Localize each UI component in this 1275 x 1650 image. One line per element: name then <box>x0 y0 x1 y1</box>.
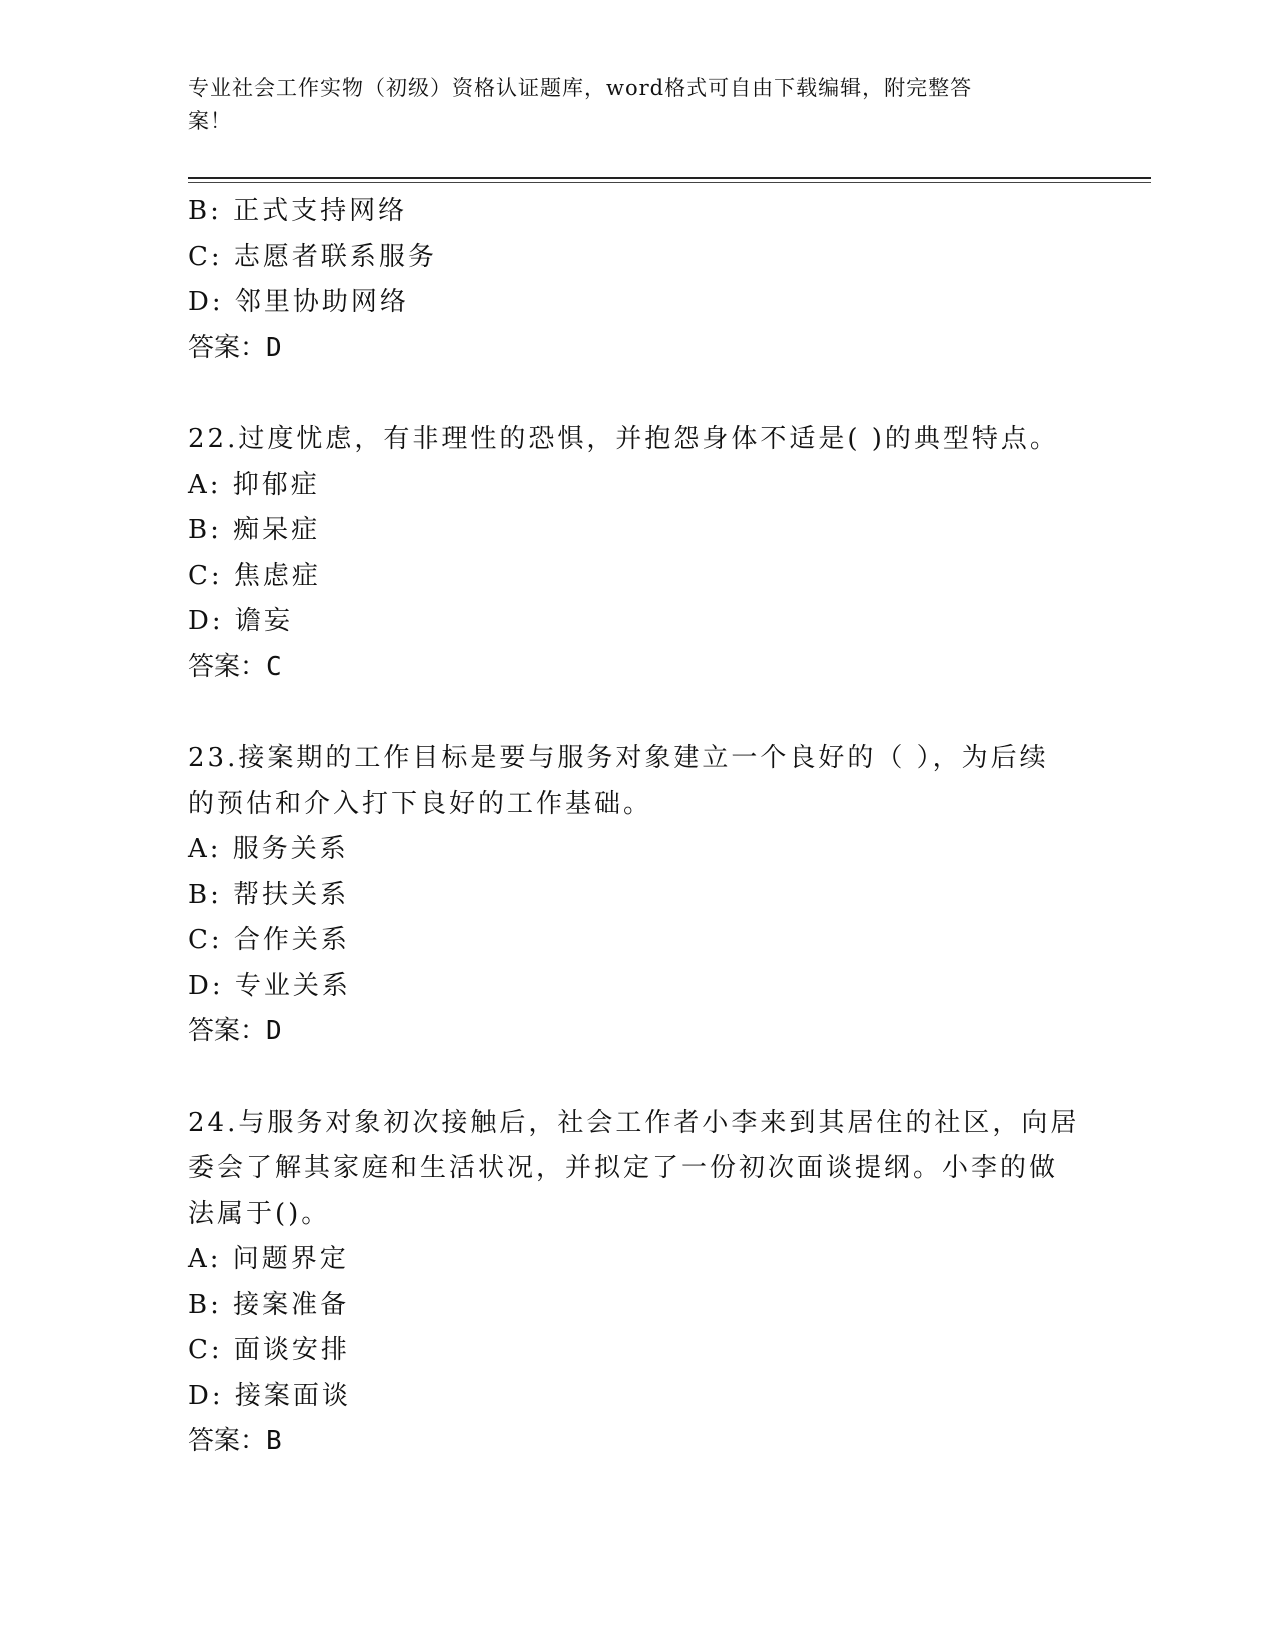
option-c: C: 面谈安排 <box>188 1335 350 1365</box>
option-a: A: 问题界定 <box>188 1244 349 1274</box>
option-c: C: 志愿者联系服务 <box>188 241 437 272</box>
option-c: C: 合作关系 <box>188 925 350 955</box>
question-21-continued <box>188 189 1088 371</box>
question-list <box>188 189 1088 1465</box>
option-d: D: 谵妄 <box>188 606 293 636</box>
option-b: B: 正式支持网络 <box>188 196 408 226</box>
question-23 <box>188 736 1088 1055</box>
answer-line: 答案：D <box>188 1016 282 1046</box>
question-stem: 23.接案期的工作目标是要与服务对象建立一个良好的（ ），为后续 <box>188 743 1049 773</box>
option-c: C: 焦虑症 <box>188 560 321 591</box>
header-divider-thin <box>188 182 1151 183</box>
option-d: D: 邻里协助网络 <box>188 287 409 317</box>
option-a: A: 抑郁症 <box>188 469 320 500</box>
question-22 <box>188 417 1088 690</box>
question-gap <box>188 1055 1088 1101</box>
answer-line: 答案：C <box>188 651 282 682</box>
answer-line: 答案：D <box>188 332 282 363</box>
question-stem-continued: 法属于()。 <box>188 1198 331 1229</box>
option-b: B: 接案准备 <box>188 1289 350 1320</box>
option-d: D: 专业关系 <box>188 970 351 1001</box>
question-stem: 24.与服务对象初次接触后，社会工作者小李来到其居住的社区，向居 <box>188 1107 1080 1138</box>
question-24 <box>188 1101 1088 1465</box>
question-stem-continued: 委会了解其家庭和生活状况，并拟定了一份初次面谈提纲。小李的做 <box>188 1153 1059 1183</box>
question-stem: 22.过度忧虑，有非理性的恐惧，并抱怨身体不适是( )的典型特点。 <box>188 424 1059 454</box>
question-gap <box>188 690 1088 736</box>
question-stem-continued: 的预估和介入打下良好的工作基础。 <box>188 788 653 819</box>
option-b: B: 痴呆症 <box>188 515 321 545</box>
option-b: B: 帮扶关系 <box>188 879 350 910</box>
answer-line: 答案：B <box>188 1426 282 1456</box>
question-gap <box>188 371 1088 417</box>
header-line-2: 案！ <box>188 109 232 133</box>
header-line-1: 专业社会工作实物（初级）资格认证题库，word格式可自由下载编辑，附完整答 <box>188 76 973 100</box>
page-header <box>188 72 1068 138</box>
option-a: A: 服务关系 <box>188 834 349 864</box>
header-divider-thick <box>188 177 1151 179</box>
option-d: D: 接案面谈 <box>188 1380 351 1411</box>
